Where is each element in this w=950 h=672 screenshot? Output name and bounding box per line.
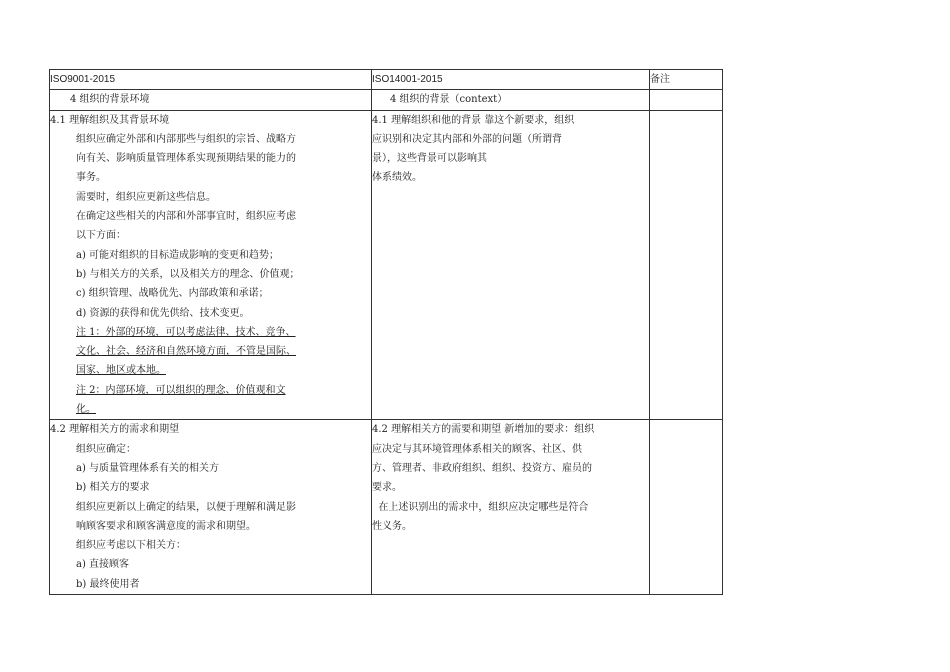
section-right: 4 组织的背景（context） bbox=[372, 90, 650, 110]
text-line: 需要时，组织应更新这些信息。 bbox=[76, 191, 216, 203]
row1-right-cell bbox=[372, 110, 650, 420]
text-line: 性义务。 bbox=[372, 520, 412, 532]
text-line: 组织应确定外部和内部那些与组织的宗旨、战略方 bbox=[76, 133, 296, 145]
list-item: c) 组织管理、战略优先、内部政策和承诺； bbox=[76, 288, 269, 300]
row2-right-cell bbox=[372, 420, 650, 595]
clause-heading: 4.2 理解相关方的需求和期望 bbox=[50, 424, 180, 436]
note-line: 国家、地区或本地。 bbox=[76, 365, 166, 377]
list-item: b) 与相关方的关系，以及相关方的理念、价值观； bbox=[76, 268, 300, 280]
header-remarks: 备注 bbox=[650, 70, 723, 90]
list-item: d) 资源的获得和优先供给、技术变更。 bbox=[76, 307, 250, 319]
table-row-4-1 bbox=[50, 110, 723, 420]
row1-left-cell bbox=[50, 110, 372, 420]
header-iso9001: ISO9001-2015 bbox=[50, 70, 372, 90]
clause-heading: 4.1 理解组织和他的背景 靠这个新要求，组织 bbox=[372, 114, 575, 126]
text-line: 应决定与其环境管理体系相关的顾客、社区、供 bbox=[372, 443, 582, 455]
row2-left-cell bbox=[50, 420, 372, 595]
text-line: 组织应确定： bbox=[76, 443, 136, 455]
section-row bbox=[50, 90, 723, 110]
list-item: a) 可能对组织的目标造成影响的变更和趋势； bbox=[76, 249, 280, 261]
text-line: 体系绩效。 bbox=[372, 172, 422, 184]
row2-remarks-cell bbox=[650, 420, 723, 595]
text-line: 向有关、影响质量管理体系实现预期结果的能力的 bbox=[76, 153, 296, 165]
section-left: 4 组织的背景环境 bbox=[50, 90, 372, 110]
note-line: 注 2：内部环境，可以组织的理念、价值观和文 bbox=[76, 384, 286, 396]
note-line: 文化、社会、经济和自然环境方面，不管是国际、 bbox=[76, 346, 296, 358]
list-item: a) 直接顾客 bbox=[76, 559, 130, 571]
text-line: 在确定这些相关的内部和外部事宜时，组织应考虑 bbox=[76, 211, 296, 223]
text-line: 响顾客要求和顾客满意度的需求和期望。 bbox=[76, 520, 256, 532]
list-item: b) 最终使用者 bbox=[76, 578, 140, 590]
note-line: 化。 bbox=[76, 404, 96, 416]
text-line: 景），这些背景可以影响其 bbox=[372, 153, 487, 165]
comparison-table bbox=[49, 69, 723, 595]
row1-remarks-cell bbox=[650, 110, 723, 420]
note-line: 注 1：外部的环境，可以考虑法律、技术、竞争、 bbox=[76, 326, 296, 338]
text-line: 要求。 bbox=[372, 482, 402, 494]
text-line: 方、管理者、非政府组织、组织、投资方、雇员的 bbox=[372, 462, 592, 474]
text-line: 组织应考虑以下相关方： bbox=[76, 540, 186, 552]
clause-heading: 4.2 理解相关方的需要和期望 新增加的要求：组织 bbox=[372, 424, 595, 436]
table-row-4-2 bbox=[50, 420, 723, 595]
list-item: a) 与质量管理体系有关的相关方 bbox=[76, 462, 220, 474]
text-line: 事务。 bbox=[76, 172, 106, 184]
list-item: b) 相关方的要求 bbox=[76, 482, 150, 494]
text-line: 以下方面： bbox=[76, 230, 126, 242]
text-line: 组织应更新以上确定的结果，以便于理解和满足影 bbox=[76, 501, 296, 513]
text-line: 在上述识别出的需求中，组织应决定哪些是符合 bbox=[372, 501, 589, 513]
header-iso14001: ISO14001-2015 bbox=[372, 70, 650, 90]
text-line: 应识别和决定其内部和外部的问题（所谓背 bbox=[372, 133, 562, 145]
header-row bbox=[50, 70, 723, 90]
clause-heading: 4.1 理解组织及其背景环境 bbox=[50, 114, 170, 126]
section-remarks bbox=[650, 90, 723, 110]
